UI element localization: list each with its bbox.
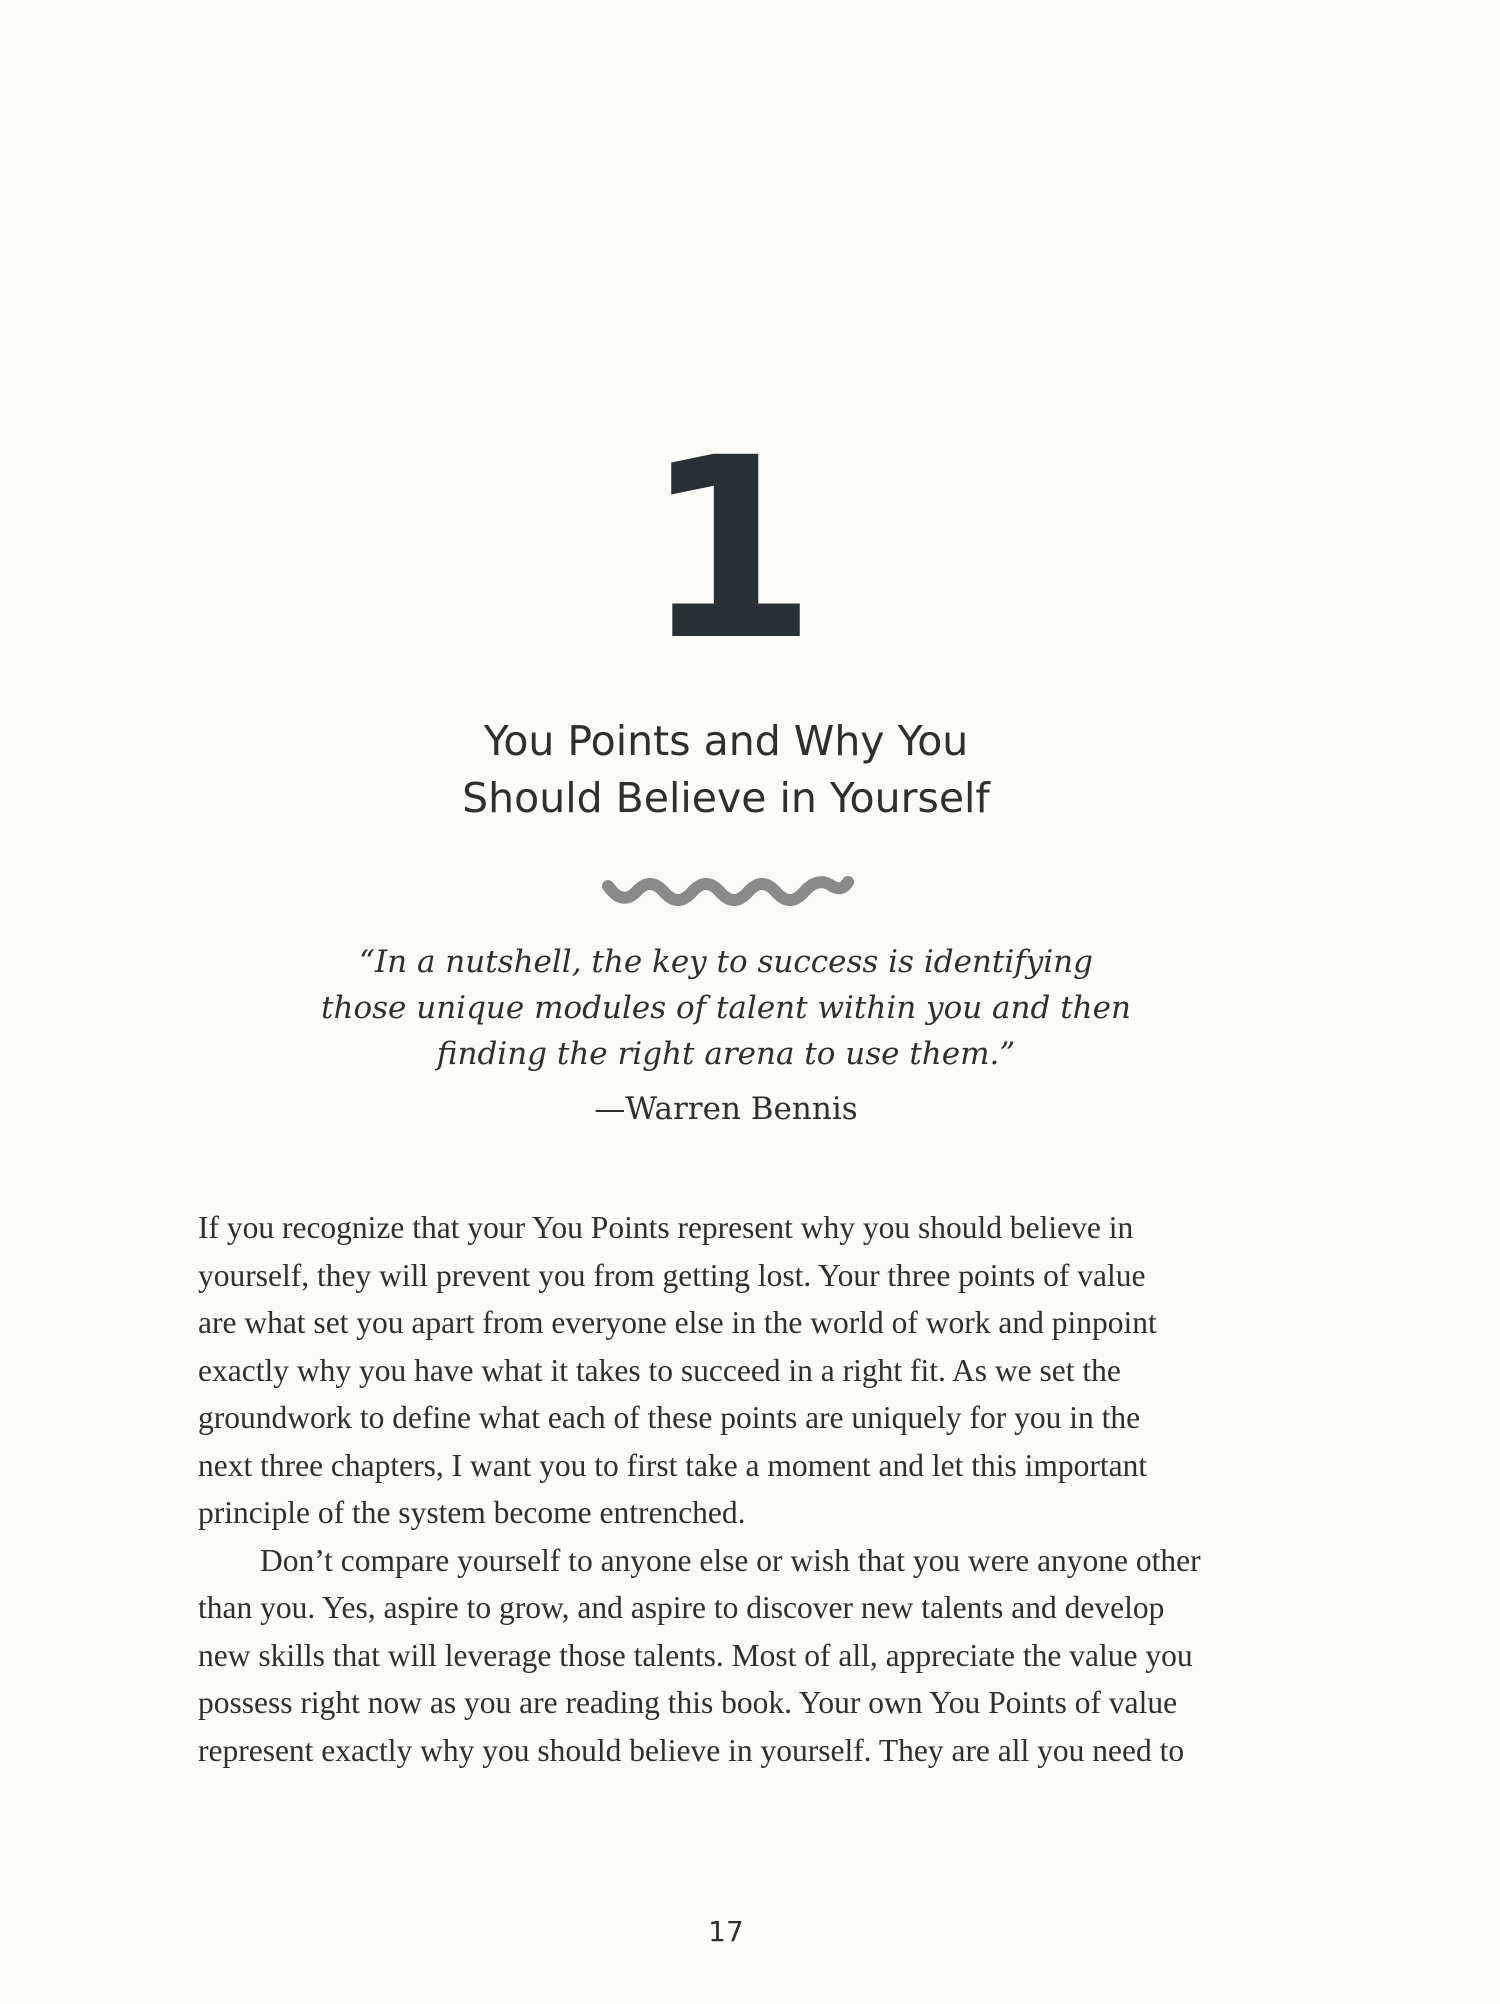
- body-line: groundwork to define what each of these points are uniquely for you in the: [198, 1400, 1141, 1435]
- body-line: Don’t compare yourself to anyone else or wish that you were anyone other: [260, 1542, 1201, 1578]
- page-number: 17: [708, 1915, 744, 1948]
- chapter-title-line: You Points and Why You: [483, 717, 969, 765]
- chapter-number: 1: [643, 404, 809, 695]
- chapter-title-line: Should Believe in Yourself: [462, 774, 990, 822]
- body-line: yourself, they will prevent you from getting lost. Your three points of value: [198, 1257, 1146, 1293]
- wave-ornament-icon: [602, 866, 854, 912]
- body-text: [198, 1204, 1270, 1774]
- epigraph-line: “In a nutshell, the key to success is identifying: [359, 944, 1093, 980]
- body-line: are what set you apart from everyone else in the world of work and pinpoint: [198, 1305, 1157, 1340]
- body-line: represent exactly why you should believe in yourself. They are all you need to: [198, 1732, 1185, 1768]
- epigraph-attribution: —Warren Bennis: [594, 1091, 858, 1127]
- body-line: principle of the system become entrenched.: [198, 1495, 746, 1530]
- body-line: than you. Yes, aspire to grow, and aspire to discover new talents and develop: [198, 1590, 1165, 1625]
- body-line: new skills that will leverage those talents. Most of all, appreciate the value you: [198, 1637, 1193, 1673]
- epigraph-line: finding the right arena to use them.”: [436, 1036, 1016, 1072]
- body-line: next three chapters, I want you to first take a moment and let this important: [198, 1447, 1148, 1483]
- body-line: exactly why you have what it takes to succeed in a right fit. As we set the: [198, 1352, 1121, 1388]
- body-line: If you recognize that your You Points represent why you should believe in: [198, 1210, 1134, 1245]
- epigraph-quote: [0, 939, 1452, 1077]
- epigraph-line: those unique modules of talent within you and then: [321, 990, 1131, 1026]
- body-line: possess right now as you are reading this book. Your own You Points of value: [198, 1685, 1178, 1720]
- chapter-title: [0, 713, 1452, 827]
